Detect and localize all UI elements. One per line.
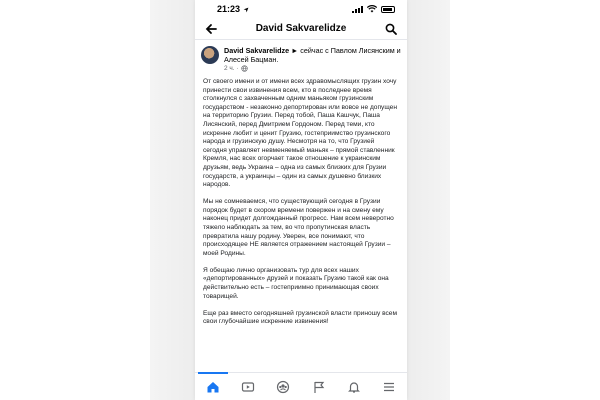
tab-bar — [195, 372, 407, 400]
post-author[interactable]: David Sakvarelidze — [224, 46, 290, 55]
page-title: David Sakvarelidze — [255, 23, 347, 34]
tab-notifications[interactable] — [342, 375, 366, 399]
post-with-text[interactable]: ► сейчас с Павлом Лисянским и Алесей Бацман. — [224, 46, 401, 64]
status-bar — [195, 0, 407, 18]
tab-pages[interactable] — [307, 375, 331, 399]
post-paragraph: Мы не сомневаемся, что существующий сегодня в Грузии порядок будет в скором времени повержен и на смену ему наконец придет долгожданный прогресс. Нам всем неверотно тяжело наблюдать за тем, во что пропутинская власть превратила нашу родину. Уверен, все понимают, что происходящее НЕ является отражением настоящей Грузии – моей Родины. — [203, 198, 394, 257]
post-body — [195, 74, 407, 327]
avatar[interactable] — [201, 46, 219, 64]
post-header — [195, 40, 407, 74]
status-time: 21:23 — [217, 4, 249, 14]
home-icon — [206, 380, 220, 394]
status-icons — [352, 5, 395, 13]
tab-watch[interactable] — [236, 375, 260, 399]
groups-icon — [276, 380, 290, 394]
background-right — [400, 0, 450, 400]
post-paragraph: Я обещаю лично организовать тур для всех наших «депортированных» друзей и показать Грузию такой как она действительно есть – гостеприимно принимающая своих товарищей. — [203, 266, 389, 300]
signal-icon — [352, 6, 363, 13]
background-left — [150, 0, 200, 400]
globe-icon — [241, 65, 248, 72]
search-icon[interactable] — [383, 21, 399, 37]
tab-home[interactable] — [201, 375, 225, 399]
wifi-icon — [367, 5, 377, 13]
bell-icon — [347, 380, 361, 394]
post-meta: 2 ч. · — [224, 65, 401, 72]
phone-screen — [195, 0, 407, 400]
tab-menu[interactable] — [377, 375, 401, 399]
back-arrow-icon[interactable] — [203, 21, 219, 37]
post-time[interactable]: 2 ч. — [224, 65, 235, 72]
flag-icon — [312, 380, 326, 394]
location-arrow-icon — [243, 7, 249, 13]
video-icon — [241, 380, 255, 394]
post-author-line — [224, 46, 401, 64]
nav-bar — [195, 18, 407, 40]
menu-icon — [382, 380, 396, 394]
tab-groups[interactable] — [271, 375, 295, 399]
post-paragraph: От своего имени и от имени всех здравомыслящих грузин хочу принести свои извинения всем, кто в последнее время столкнулся с захваченным одним маньяком грузинским государством - незаконно депортирован или вовсе не допущен на территорию Грузии. Перед тобой, Паша Кашчук, Паша Лисянский, перед Дмитрием Гордоном. Перед теми, кто искренне любит и ценит Грузию, гостеприимство грузинского народа и грузинскую душу. Несмотря на то, что Грузией сегодня управляет невменяемый маньяк – прямой ставленник Кремля, нас всех огорчает такое отношение к украинским друзьям, ведь Украина – одна из самых близких для Грузии государств, а украинцы – один из самых душевно близких народов. — [203, 78, 397, 189]
post-paragraph: Еще раз вместо сегодняшней грузинской власти приношу всем свои глубочайшие искренние извинения! — [203, 309, 398, 326]
battery-icon — [381, 6, 395, 13]
